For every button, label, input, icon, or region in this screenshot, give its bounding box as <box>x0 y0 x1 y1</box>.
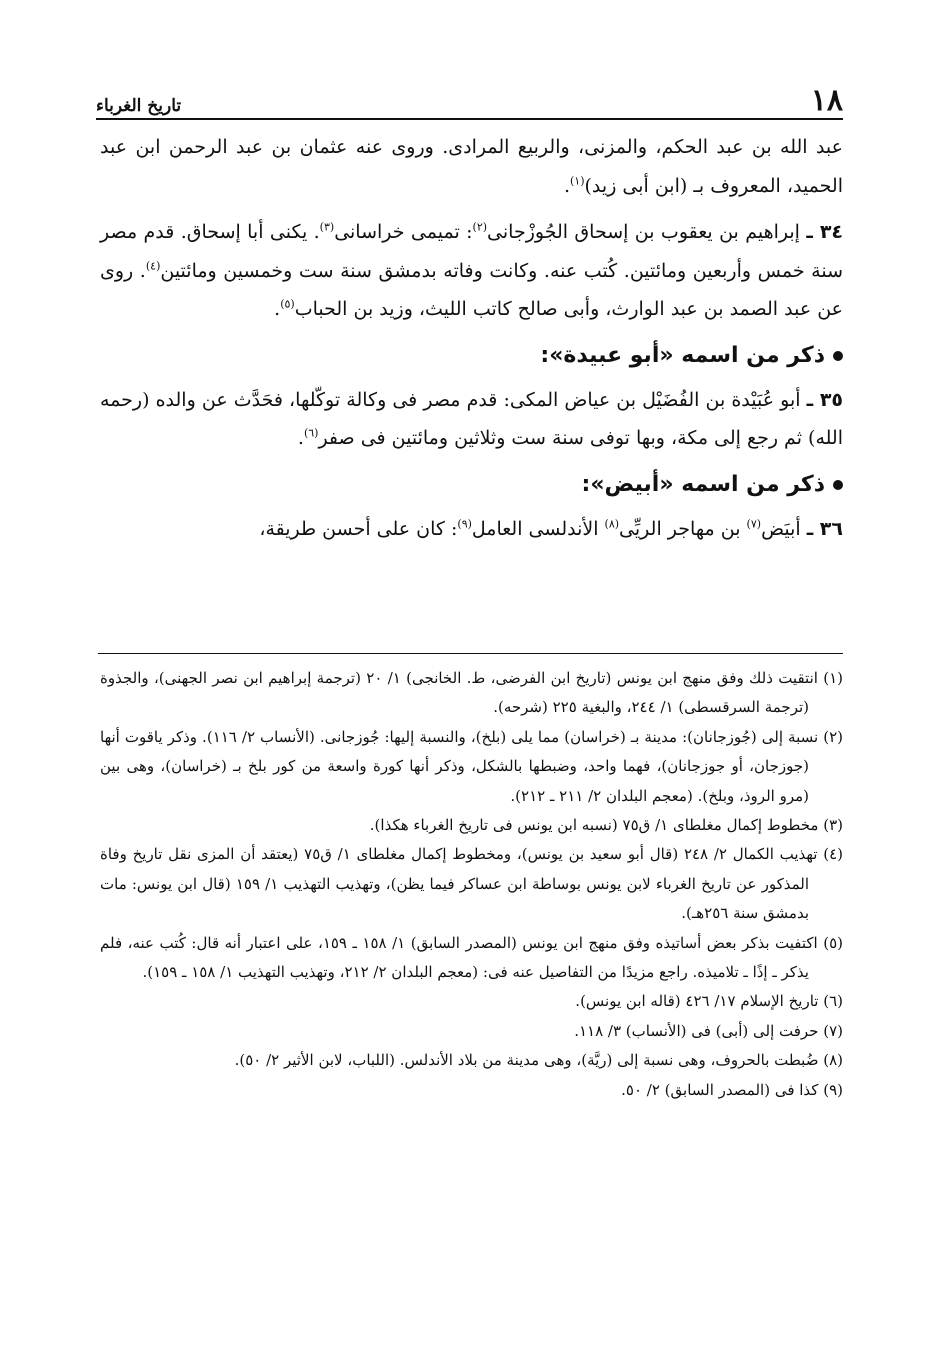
footnote: (٣) مخطوط إكمال مغلطاى ١/ ق٧٥ (نسبه ابن يونس فى تاريخ الغرباء هكذا). <box>369 816 843 835</box>
entry-number: ٣٦ ـ <box>806 517 843 540</box>
footnote: (٦) تاريخ الإسلام ١٧/ ٤٢٦ (قاله ابن يونس). <box>575 992 843 1011</box>
footnote: (٩) كذا فى (المصدر السابق) ٢/ ٥٠. <box>621 1080 843 1099</box>
footnote-ref: (٧) <box>746 517 762 531</box>
footnote-rule <box>98 653 843 654</box>
bullet-icon <box>833 480 843 490</box>
running-title: تاريخ الغرباء <box>96 96 182 116</box>
footnote-ref: (٨) <box>604 517 620 531</box>
footnote-ref: (٣) <box>319 220 335 234</box>
entry-36: ٣٦ ـ أبيَض$^{(٧)}$ بن مهاجر الريِّى$^{(٨)}$ الأندلسى العامل$^{(٩)}$: كان على أحسن طريقة، <box>259 517 843 540</box>
header-rule <box>96 118 843 120</box>
footnote-ref: (٦) <box>303 426 319 440</box>
entry-number: ٣٥ ـ <box>806 388 844 411</box>
entry-35: ٣٥ ـ أبو عُبَيْدة بن الفُضَيْل بن عياض المكى: قدم مصر فى وكالة توكّلها، فحَدَّث عن والده (رحمه الله) ثم رجع إلى مكة، وبها توفى سنة ست وثلاثين ومائتين فى صفر$^{(٦)}$. <box>100 388 844 449</box>
section-heading-abyad: ذكر من اسمه «أبيض»: <box>100 464 843 506</box>
footnote: (٤) تهذيب الكمال ٢/ ٢٤٨ (قال أبو سعيد بن يونس)، ومخطوط إكمال مغلطاى ١/ ق٧٥ (يعتقد أن المزى نقل تاريخ وفاة المذكور عن تاريخ الغرباء لابن يونس بوساطة ابن عساكر فيما يظن)، وتهذيب التهذيب ١/ ١٥٩ (قال ابن يونس: مات بدمشق سنة ٢٥٦هـ). <box>100 845 843 923</box>
footnote: (١) انتقيت ذلك وفق منهج ابن يونس (تاريخ ابن الفرضى، ط. الخانجى) ١/ ٢٠ (ترجمة إبراهيم ابن نصر الجهنى)، والجذوة (ترجمة السرقسطى) ١/ ٢٤٤، والبغية ٢٢٥ (شرحه). <box>100 669 843 717</box>
footnote: (٧) حرفت إلى (أبى) فى (الأنساب) ٣/ ١١٨. <box>574 1021 843 1040</box>
footnote: (٥) اكتفيت بذكر بعض أساتيذه وفق منهج ابن يونس (المصدر السابق) ١/ ١٥٨ ـ ١٥٩، على اعتبار أنه قال: كُتب عنه، فلم يذكر ـ إذًا ـ تلاميذه. راجع مزيدًا من التفاصيل عنه فى: (معجم البلدان ٢/ ٢١٢، وتهذيب التهذيب ١/ ١٥٨ ـ ١٥٩). <box>100 933 844 982</box>
footnote-ref: (٢) <box>472 220 488 234</box>
footnotes <box>100 664 843 1105</box>
bullet-icon <box>833 351 843 361</box>
footnote-ref: (٥) <box>280 297 295 311</box>
footnote: (٨) ضُبطت بالحروف، وهى نسبة إلى (ريَّة)، وهى مدينة من بلاد الأندلس. (اللباب، لابن الأثير ٢/ ٥٠). <box>234 1051 843 1070</box>
entry-34: ٣٤ ـ إبراهيم بن يعقوب بن إسحاق الجُوزْجانى$^{(٢)}$: تميمى خراسانى$^{(٣)}$. يكنى أبا إسحاق. قدم مصر سنة خمس وأربعين ومائتين. كُتب عنه. وكانت وفاته بدمشق سنة ست وخمسين ومائتين$^{(٤)}$. روى عن عبد الصمد بن عبد الوارث، وأبى صالح كاتب الليث، وزيد بن الحباب$^{(٥)}$. <box>100 220 844 320</box>
page-header <box>96 82 843 116</box>
footnote: (٢) نسبة إلى (جُوزجانان): مدينة بـ (خراسان) مما يلى (بلخ)، والنسبة إليها: جُوزجانى. (الأنساب ٢/ ١١٦). وذكر ياقوت أنها (جوزجان، أو جوزجانان)، فهما واحد، وضبطها بالشكل، وذكر أنها كورة واسعة من كور بلخ بـ (خراسان)، وهى بين (مرو الروذ، وبلخ). (معجم البلدان ٢/ ٢١١ ـ ٢١٢). <box>100 727 843 805</box>
footnote-ref: (٤) <box>145 259 161 273</box>
continuation-paragraph: عبد الله بن عبد الحكم، والمزنى، والربيع المرادى. وروى عنه عثمان بن عبد الرحمن ابن عبد الحميد، المعروف بـ (ابن أبى زيد)$^{(١)}$. <box>100 136 843 197</box>
page-number: ١٨ <box>810 83 843 118</box>
footnote-ref: (١) <box>570 174 585 188</box>
footnote-ref: (٩) <box>457 517 472 531</box>
main-text <box>100 128 843 548</box>
entry-number: ٣٤ ـ <box>806 221 844 243</box>
section-heading-abu-ubayda: ذكر من اسمه «أبو عبيدة»: <box>100 335 843 377</box>
